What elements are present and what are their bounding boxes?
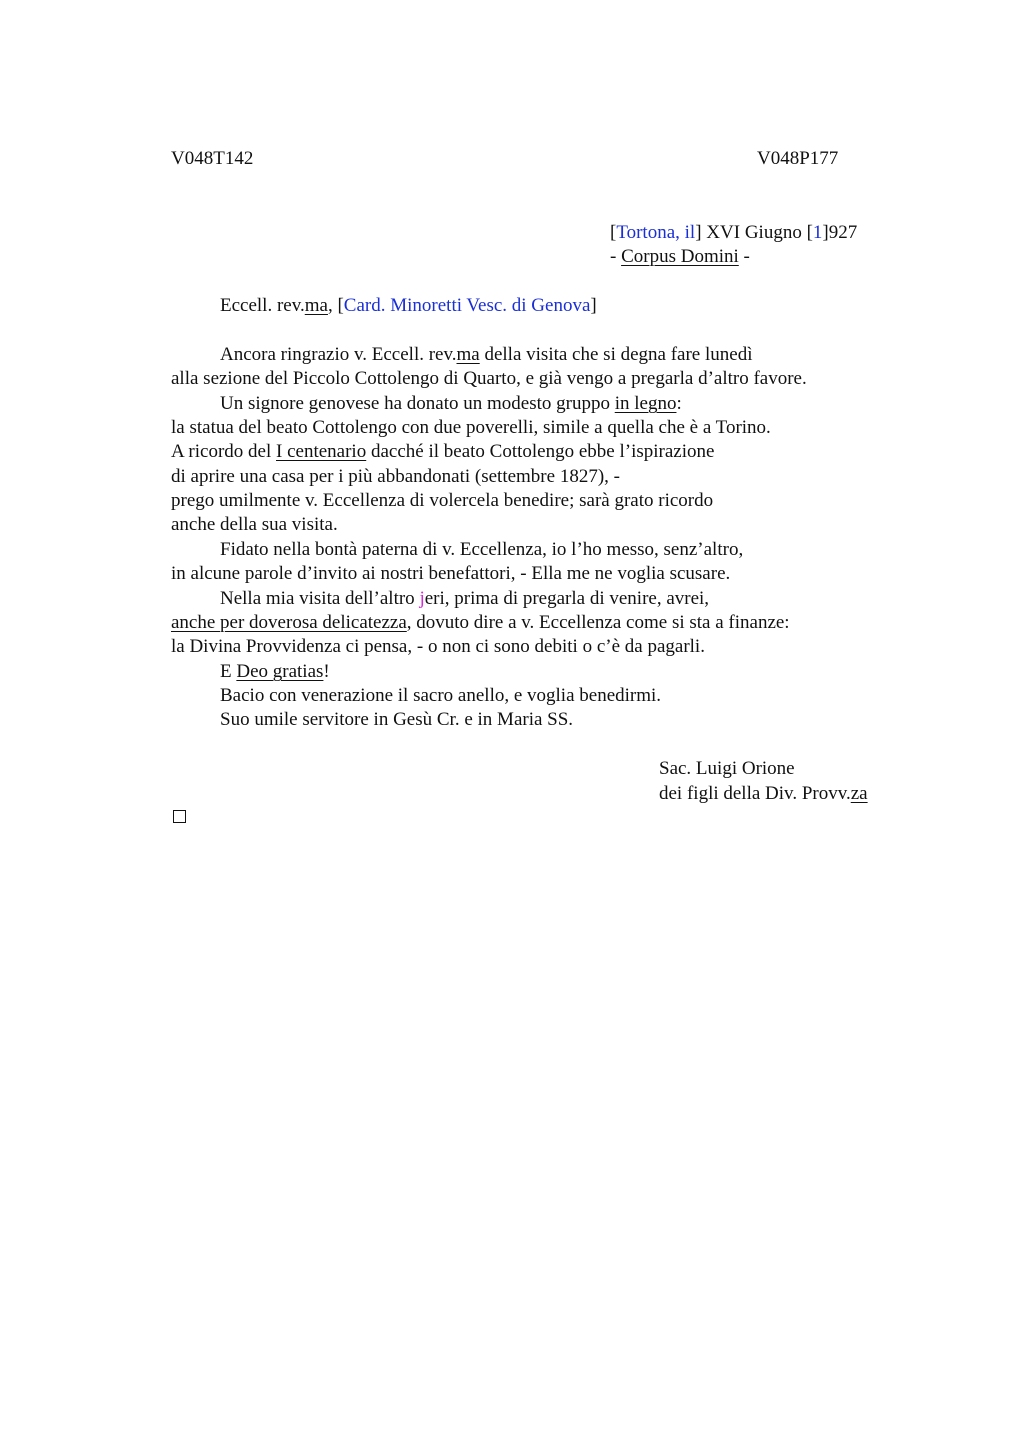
document-code-right: V048P177: [757, 148, 839, 169]
body-underlined: anche per doverosa delicatezza: [171, 612, 407, 633]
salutation-close: ]: [590, 295, 597, 316]
body-line-8: anche della sua visita.: [171, 514, 338, 535]
end-of-document-marker: [173, 810, 186, 823]
salutation-addressee: Card. Minoretti Vesc. di Genova: [343, 295, 591, 316]
dateline-place: Tortona, il: [616, 222, 696, 243]
feast-prefix: -: [610, 246, 622, 267]
body-line-5: [171, 440, 714, 464]
feast-suffix: -: [738, 246, 750, 267]
dateline-year-insert: 1: [812, 222, 823, 243]
body-underlined: I centenario: [276, 441, 367, 462]
signature-name: Sac. Luigi Orione: [659, 758, 795, 779]
body-line-14: [220, 660, 330, 684]
body-line-1: [220, 343, 752, 367]
body-text: E: [220, 661, 237, 682]
dateline: [610, 221, 857, 245]
body-line-10: in alcune parole d’invito ai nostri benefattori, - Ella me ne voglia scusare.: [171, 563, 731, 584]
salutation-title: Eccell. rev.: [220, 295, 305, 316]
body-line-4: la statua del beato Cottolengo con due poverelli, simile a quella che è a Torino.: [171, 417, 771, 438]
body-line-12: [171, 611, 790, 635]
dateline-year: ]927: [822, 222, 858, 243]
body-line-11: [220, 587, 709, 611]
signature-role: [659, 782, 868, 806]
document-code-left: V048T142: [171, 148, 254, 169]
body-line-13: la Divina Provvidenza ci pensa, - o non ci sono debiti o c’è da pagarli.: [171, 636, 705, 657]
body-line-15: Bacio con venerazione il sacro anello, e voglia benedirmi.: [220, 685, 662, 706]
body-text: , dovuto dire a v. Eccellenza come si sta a finanze:: [406, 612, 790, 633]
body-correction: j: [419, 588, 425, 609]
body-line-3: [220, 392, 682, 416]
body-line-9: Fidato nella bontà paterna di v. Eccellenza, io l’ho messo, senz’altro,: [220, 539, 744, 560]
salutation-abbrev: ma: [304, 295, 328, 316]
body-line-2: alla sezione del Piccolo Cottolengo di Quarto, e già vengo a pregarla d’altro favore.: [171, 368, 807, 389]
body-text: Nella mia visita dell’altro: [220, 588, 420, 609]
body-underlined: Deo gratias: [236, 661, 324, 682]
body-underlined: in legno: [614, 393, 677, 414]
body-text: !: [323, 661, 330, 682]
body-text: Ancora ringrazio v. Eccell. rev.: [220, 344, 457, 365]
body-line-16: Suo umile servitore in Gesù Cr. e in Maria SS.: [220, 709, 574, 730]
signature-role-abbrev: za: [850, 783, 868, 804]
dateline-bracket: [: [610, 222, 617, 243]
body-text: :: [676, 393, 682, 414]
body-text: della visita che si degna fare lunedì: [479, 344, 753, 365]
body-text: A ricordo del: [171, 441, 277, 462]
body-line-7: prego umilmente v. Eccellenza di volercela benedire; sarà grato ricordo: [171, 490, 714, 511]
salutation: [220, 294, 597, 318]
feast-name: Corpus Domini: [621, 246, 739, 267]
body-text: eri, prima di pregarla di venire, avrei,: [424, 588, 710, 609]
salutation-sep: , [: [327, 295, 344, 316]
body-text: dacché il beato Cottolengo ebbe l’ispirazione: [366, 441, 715, 462]
body-underlined: ma: [456, 344, 480, 365]
body-line-6: di aprire una casa per i più abbandonati (settembre 1827), -: [171, 466, 620, 487]
feast-line: [610, 245, 750, 269]
dateline-date: ] XVI Giugno [: [695, 222, 813, 243]
signature-role-text: dei figli della Div. Provv.: [659, 783, 851, 804]
body-text: Un signore genovese ha donato un modesto gruppo: [220, 393, 615, 414]
